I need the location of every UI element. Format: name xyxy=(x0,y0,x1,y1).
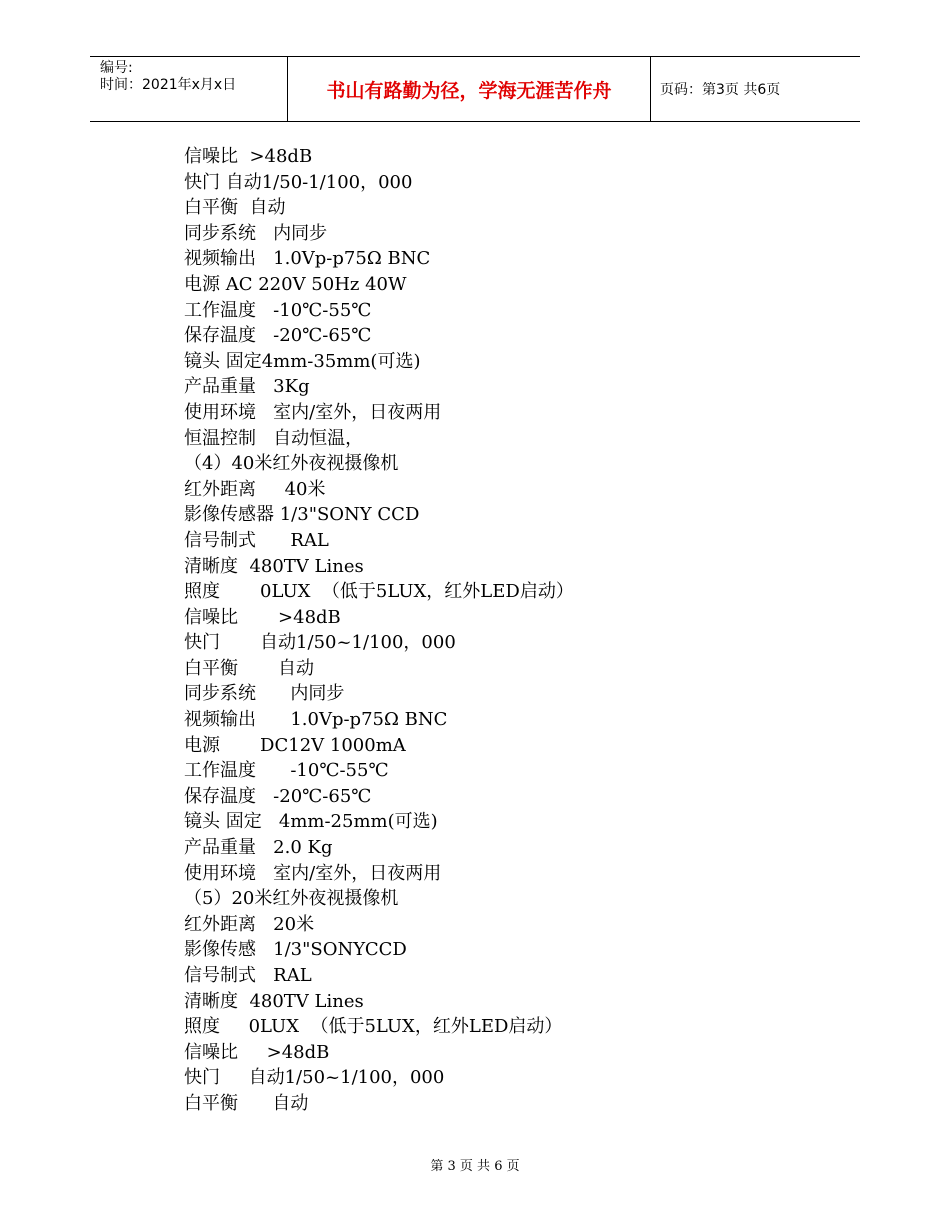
spec-line: 照度 0LUX （低于5LUX，红外LED启动） xyxy=(184,1016,563,1038)
spec-line: （4）40米红外夜视摄像机 xyxy=(184,453,399,475)
spec-line: 信号制式 RAL xyxy=(184,529,329,551)
spec-line: 白平衡 自动 xyxy=(184,1092,309,1114)
spec-line: 使用环境 室内/室外，日夜两用 xyxy=(184,401,442,423)
spec-line: 红外距离 40米 xyxy=(184,478,326,500)
spec-line: 工作温度 -10℃-55℃ xyxy=(184,760,389,782)
spec-line: 保存温度 -20℃-65℃ xyxy=(184,325,372,347)
spec-line: 影像传感 1/3"SONYCCD xyxy=(184,939,407,961)
document-time-label: 时间：2021年x月x日 xyxy=(100,77,237,93)
document-number-label: 编号: xyxy=(100,60,133,76)
spec-line: 照度 0LUX （低于5LUX，红外LED启动） xyxy=(184,581,574,603)
spec-line: 清晰度 480TV Lines xyxy=(184,990,364,1012)
header-divider-right xyxy=(650,56,651,122)
spec-line: 视频输出 1.0Vp-p75Ω BNC xyxy=(184,248,431,270)
spec-line: 电源 AC 220V 50Hz 40W xyxy=(184,273,407,295)
page-footer: 第 3 页 共 6 页 xyxy=(430,1159,520,1174)
spec-line: 信号制式 RAL xyxy=(184,965,312,986)
spec-line: 视频输出 1.0Vp-p75Ω BNC xyxy=(184,709,448,731)
spec-line: 快门 自动1/50~1/100，000 xyxy=(184,632,456,654)
spec-line: 信噪比 >48dB xyxy=(184,146,313,167)
header-page-info: 页码：第3页 共6页 xyxy=(660,82,781,98)
spec-line: 同步系统 内同步 xyxy=(184,222,328,244)
spec-line: 同步系统 内同步 xyxy=(184,683,345,705)
spec-line: 产品重量 3Kg xyxy=(184,376,310,398)
spec-line: 影像传感器 1/3"SONY CCD xyxy=(184,504,420,526)
spec-line: 镜头 固定4mm-35mm(可选) xyxy=(184,350,421,372)
spec-line: 工作温度 -10℃-55℃ xyxy=(184,299,372,321)
page-header xyxy=(90,56,860,122)
spec-line: 保存温度 -20℃-65℃ xyxy=(184,785,372,807)
spec-line: 快门 自动1/50-1/100，000 xyxy=(184,171,413,193)
spec-line: 信噪比 >48dB xyxy=(184,1041,330,1063)
header-motto: 书山有路勤为径，学海无涯苦作舟 xyxy=(326,79,612,102)
spec-line: （5）20米红外夜视摄像机 xyxy=(184,888,399,910)
spec-line: 红外距离 20米 xyxy=(184,913,315,935)
spec-line: 恒温控制 自动恒温， xyxy=(184,427,364,449)
spec-line: 快门 自动1/50~1/100，000 xyxy=(184,1067,445,1089)
spec-list xyxy=(184,144,574,1117)
spec-line: 清晰度 480TV Lines xyxy=(184,555,364,577)
spec-line: 白平衡 自动 xyxy=(184,657,315,679)
header-meta xyxy=(100,60,236,94)
spec-line: 白平衡 自动 xyxy=(184,197,286,219)
spec-line: 产品重量 2.0 Kg xyxy=(184,837,333,859)
spec-line: 使用环境 室内/室外，日夜两用 xyxy=(184,862,442,884)
spec-line: 电源 DC12V 1000mA xyxy=(184,734,406,756)
spec-line: 信噪比 >48dB xyxy=(184,606,341,628)
spec-line: 镜头 固定 4mm-25mm(可选) xyxy=(184,811,438,833)
